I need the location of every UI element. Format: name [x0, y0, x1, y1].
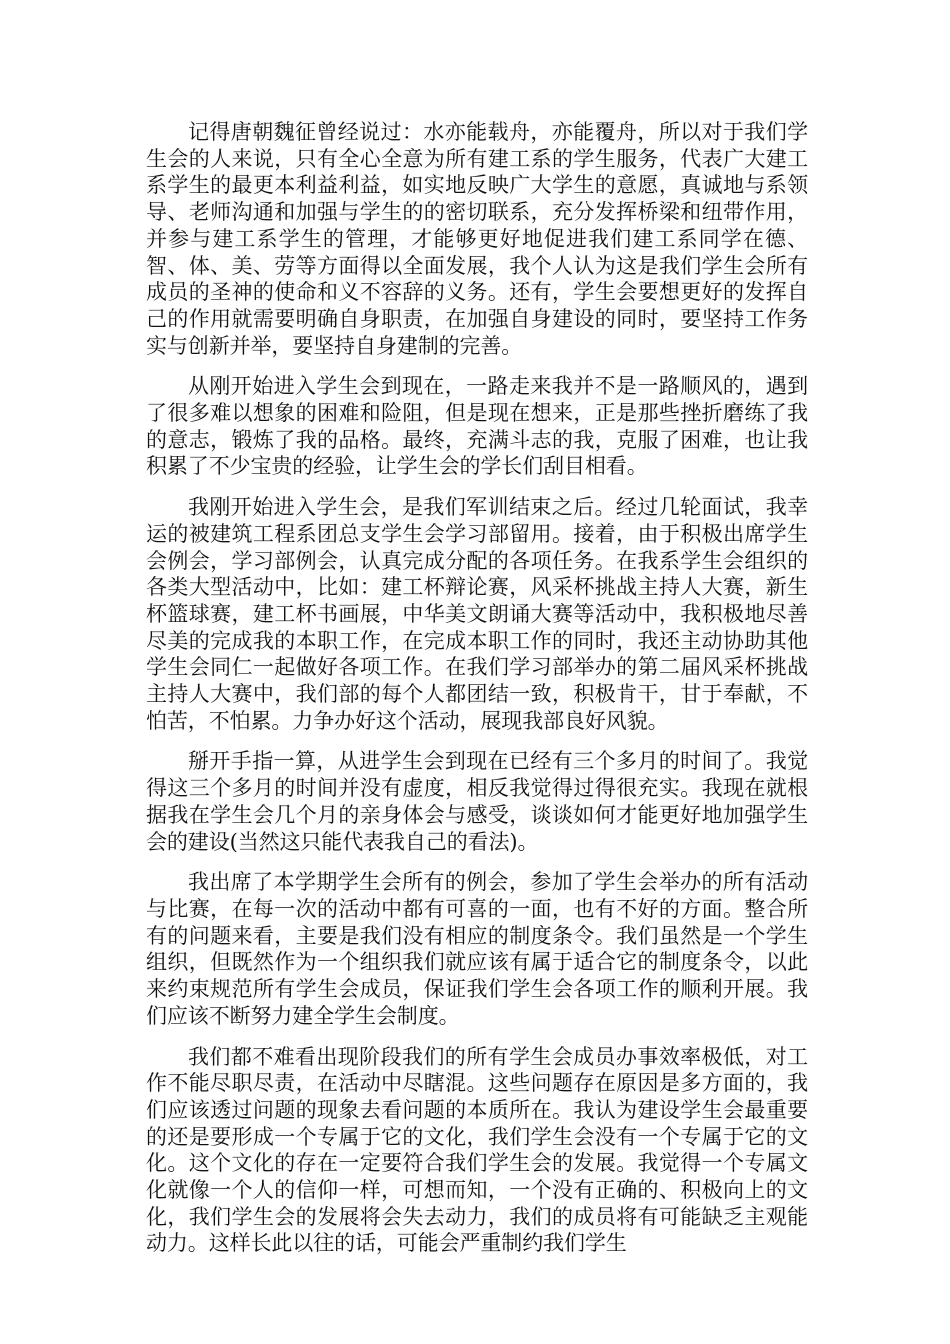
- paragraph-3: 我刚开始进入学生会，是我们军训结束之后。经过几轮面试，我幸运的被建筑工程系团总支学生会学习部留用。接着，由于积极出席学生会例会，学习部例会，认真完成分配的各项任务。在我系学生会组织的各类大型活动中，比如：建工杯辩论赛，风采杯挑战主持人大赛，新生杯篮球赛，建工杯书画展，中华美文朗诵大赛等活动中，我积极地尽善尽美的完成我的本职工作，在完成本职工作的同时，我还主动协助其他学生会同仁一起做好各项工作。在我们学习部举办的第二届风采杯挑战主持人大赛中，我们部的每个人都团结一致，积极肯干，甘于奉献，不怕苦，不怕累。力争办好这个活动，展现我部良好风貌。: [146, 495, 808, 733]
- paragraph-4: 掰开手指一算，从进学生会到现在已经有三个多月的时间了。我觉得这三个多月的时间并没有虚度，相反我觉得过得很充实。我现在就根据我在学生会几个月的亲身体会与感受，谈谈如何才能更好地加强学生会的建设(当然这只能代表我自己的看法)。: [146, 749, 808, 854]
- paragraph-6: 我们都不难看出现阶段我们的所有学生会成员办事效率极低，对工作不能尽职尽责，在活动中尽瞎混。这些问题存在原因是多方面的，我们应该透过问题的现象去看问题的本质所在。我认为建设学生会最重要的还是要形成一个专属于它的文化，我们学生会没有一个专属于它的文化。这个文化的存在一定要符合我们学生会的发展。我觉得一个专属文化就像一个人的信仰一样，可想而知，一个没有正确的、积极向上的文化，我们学生会的发展将会失去动力，我们的成员将有可能缺乏主观能动力。这样长此以往的话，可能会严重制约我们学生: [146, 1044, 808, 1256]
- document-page: [146, 119, 808, 1271]
- paragraph-1: 记得唐朝魏征曾经说过：水亦能载舟，亦能覆舟，所以对于我们学生会的人来说，只有全心全意为所有建工系的学生服务，代表广大建工系学生的最更本利益利益，如实地反映广大学生的意愿，真诚地与系领导、老师沟通和加强与学生的的密切联系，充分发挥桥梁和纽带作用，并参与建工系学生的管理，才能够更好地促进我们建工系同学在德、智、体、美、劳等方面得以全面发展，我个人认为这是我们学生会所有成员的圣神的使命和义不容辞的义务。还有，学生会要想更好的发挥自己的作用就需要明确自身职责，在加强自身建设的同时，要坚持工作务实与创新并举，要坚持自身建制的完善。: [146, 120, 808, 358]
- paragraph-5: 我出席了本学期学生会所有的例会，参加了学生会举办的所有活动与比赛，在每一次的活动中都有可喜的一面，也有不好的方面。整合所有的问题来看，主要是我们没有相应的制度条令。我们虽然是一个学生组织，但既然作为一个组织我们就应该有属于适合它的制度条令，以此来约束规范所有学生会成员，保证我们学生会各项工作的顺利开展。我们应该不断努力建全学生会制度。: [146, 870, 808, 1028]
- paragraph-2: 从刚开始进入学生会到现在，一路走来我并不是一路顺风的，遇到了很多难以想象的困难和险阻，但是现在想来，正是那些挫折磨练了我的意志，锻炼了我的品格。最终，充满斗志的我，克服了困难，也让我积累了不少宝贵的经验，让学生会的学长们刮目相看。: [146, 374, 808, 479]
